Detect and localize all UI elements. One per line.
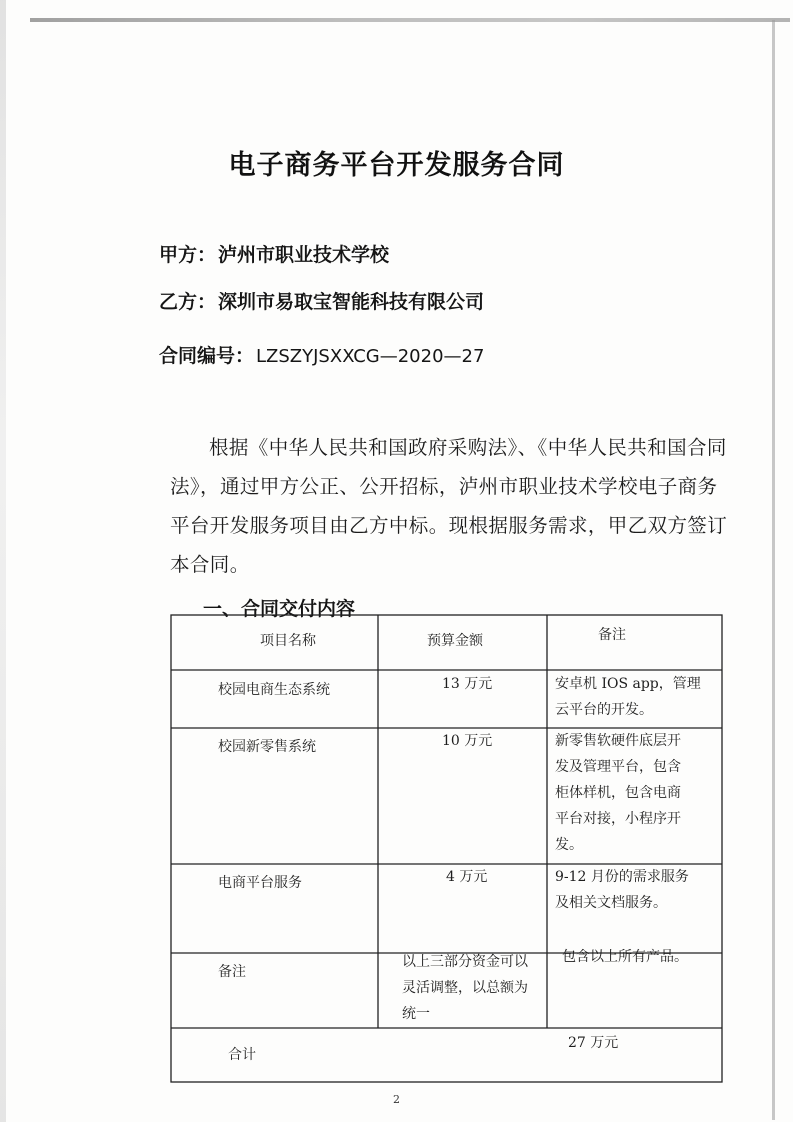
row2-remark-line: 平台对接，小程序开 [555, 811, 681, 827]
scan-edge-top [30, 18, 790, 22]
row1-remark-line: 安卓机 IOS app，管理 [555, 676, 701, 692]
row4-budget-line: 以上三部分资金可以 [402, 954, 528, 970]
row1-budget: 13 万元 [442, 676, 493, 692]
row1-remark-line: 云平台的开发。 [555, 702, 653, 718]
row2-remark-line: 发及管理平台，包含 [555, 759, 681, 775]
row4-budget [402, 949, 528, 1027]
row2-remark [555, 728, 681, 858]
row4-remark [562, 944, 688, 970]
contract-number-value: LZSZYJSXXCG—2020—27 [256, 346, 485, 367]
row4-budget-line: 灵活调整，以总额为 [402, 980, 528, 996]
contract-number-label: 合同编号： [159, 345, 255, 367]
row4-remark-line: 包含以上所有产品。 [562, 949, 688, 965]
page-number: 2 [393, 1093, 400, 1106]
row2-name: 校园新零售系统 [218, 739, 316, 755]
party-a-line [159, 240, 389, 267]
contract-number-line [159, 341, 484, 368]
scan-edge-right [772, 20, 775, 1120]
row3-remark-line: 及相关文档服务。 [555, 895, 667, 911]
row1-remark [555, 671, 701, 723]
row4-budget-line: 统一 [402, 1006, 430, 1022]
header-budget: 预算金额 [427, 633, 483, 649]
delivery-table [170, 614, 723, 1084]
row2-budget: 10 万元 [442, 733, 493, 749]
row3-remark-line: 9-12 月份的需求服务 [555, 869, 689, 885]
row3-name: 电商平台服务 [218, 875, 302, 891]
party-a-value: 泸州市职业技术学校 [218, 244, 390, 266]
row2-remark-line: 柜体样机，包含电商 [555, 785, 681, 801]
party-b-value: 深圳市易取宝智能科技有限公司 [218, 291, 485, 313]
row3-remark [555, 864, 689, 916]
contract-title: 电子商务平台开发服务合同 [228, 150, 565, 181]
section-heading: 一、合同交付内容 [203, 598, 356, 620]
intro-paragraph: 根据《中华人民共和国政府采购法》、《中华人民共和国合同法》，通过甲方公正、公开招标，泸州市职业技术学校电子商务平台开发服务项目由乙方中标。现根据服务需求，甲乙双方签订本合同。 [170, 436, 728, 576]
row2-remark-line: 新零售软硬件底层开 [555, 733, 681, 749]
row1-name: 校园电商生态系统 [218, 682, 330, 698]
party-b-label: 乙方： [159, 291, 217, 313]
row4-name: 备注 [218, 964, 246, 980]
row3-budget: 4 万元 [446, 869, 488, 885]
header-remark: 备注 [598, 627, 626, 643]
row2-remark-line: 发。 [555, 837, 583, 853]
total-value: 27 万元 [568, 1035, 619, 1051]
header-project-name: 项目名称 [260, 633, 316, 649]
total-label: 合计 [228, 1047, 256, 1063]
party-a-label: 甲方： [159, 244, 217, 266]
party-b-line [159, 287, 484, 314]
